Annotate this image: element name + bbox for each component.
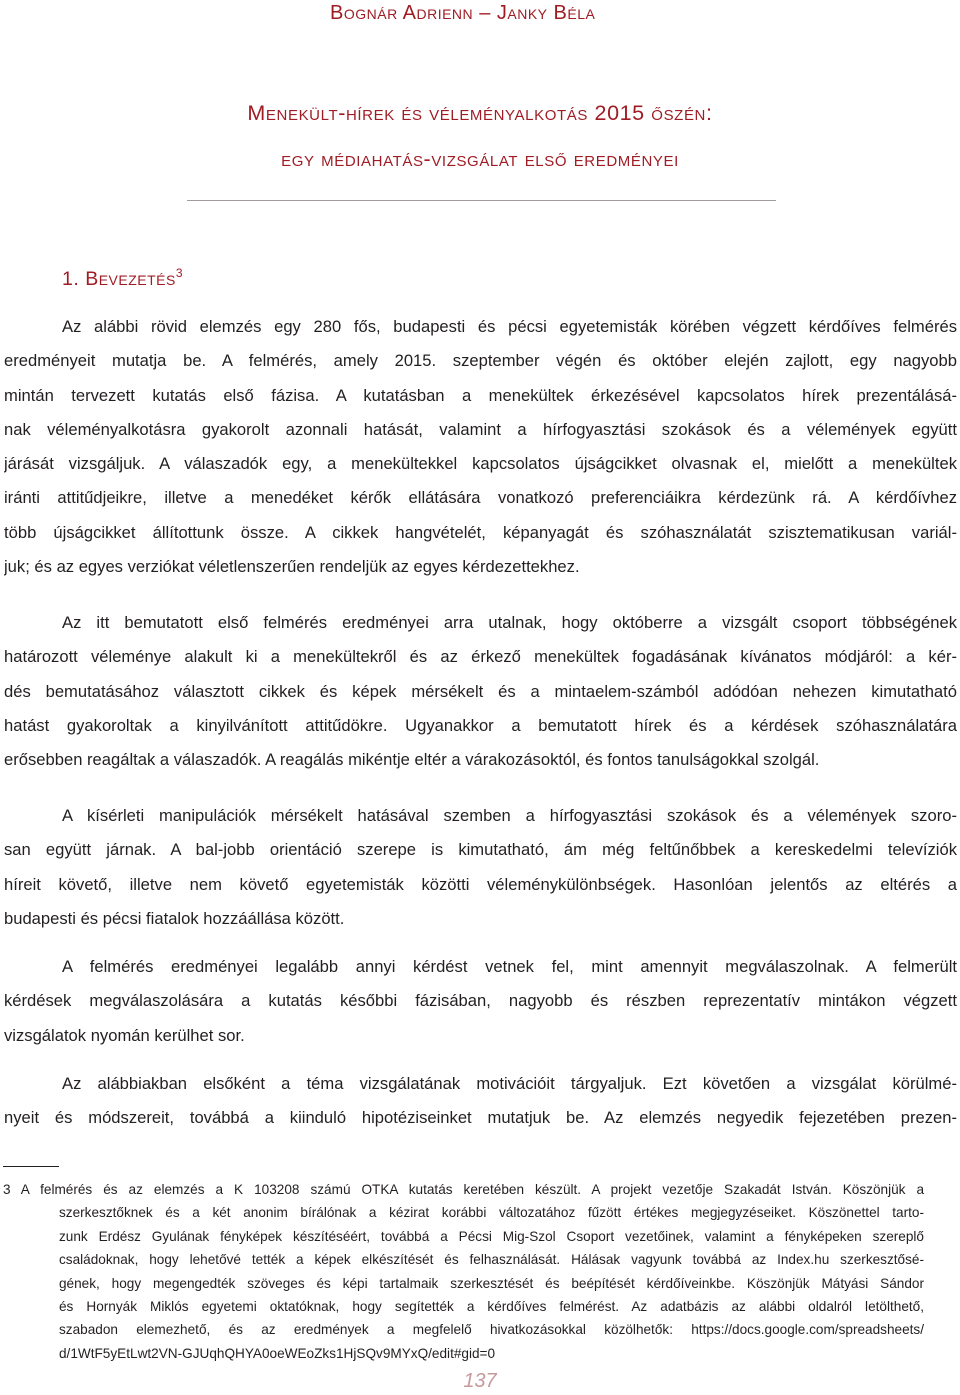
article-title-line-2: egy médiahatás-vizsgálat első eredményei xyxy=(281,147,679,171)
footnote-line: családoknak, hogy lehetővé tették a képek elkészítését és felhasználását. Hálásak vagyunk továbbá az Index.hu szerkesztősé- xyxy=(59,1252,924,1268)
text-line: több újságcikket állítottunk össze. A cikkek hangvételét, képanyagát és szóhasználatát szisztematikusan variál- xyxy=(4,522,957,542)
title-divider xyxy=(187,200,776,201)
paragraph-2 xyxy=(4,606,957,777)
text-line: dés bemutatásához választott cikkek és képek mérsékelt és a mintaelem-számból adódóan nehezen kimutatható xyxy=(4,681,957,701)
text-line: budapesti és pécsi fiatalok hozzáállása között. xyxy=(4,908,345,928)
article-title-line-1: Menekült-hírek és véleményalkotás 2015 őszén: xyxy=(247,101,713,125)
footnote-line: 3 A felmérés és az elemzés a K 103208 számú OTKA kutatás keretében készült. A projekt vezetője Szakadát István. Köszönjük a xyxy=(3,1182,924,1197)
footnote-reference: 3 xyxy=(175,266,184,280)
page-number: 137 xyxy=(463,1370,497,1392)
text-line: mintán tervezett kutatás első fázisa. A kutatásban a menekültek érkezésével kapcsolatos hírek prezentálásá- xyxy=(4,385,957,405)
text-line: határozott véleménye alakult ki a menekültekről és az érkező menekültek fogadásának kívánatos módjáról: a kér- xyxy=(4,647,957,667)
text-line: juk; és az egyes verziókat véletlenszerűen rendeljük az egyes kérdezettekhez. xyxy=(4,557,580,577)
footnote-separator xyxy=(3,1166,59,1167)
section-title: Bevezetés xyxy=(85,268,176,290)
paragraph-3 xyxy=(4,799,957,936)
paragraph-1 xyxy=(4,310,957,584)
text-line: erősebben reagáltak a válaszadók. A reagálás mikéntje eltér a várakozásoktól, és fontos tanulságokkal szolgál. xyxy=(4,750,820,770)
footnote-line: és Hornyák Miklós egyetemi oktatóknak, hogy segítették a kérdőíves felmérést. Az adatbázis az alábbi oldalról letölthető, xyxy=(59,1298,924,1314)
paragraph-5 xyxy=(4,1067,957,1136)
footnote-line: szabadon elemezhető, és az eredmények a megfelelő hivatkozásokkal közölhetők: https://docs.google.com/spreadsheets/ xyxy=(59,1322,924,1338)
section-number: 1. xyxy=(62,268,80,290)
footnote-line: gének, hogy megengedték szöveges és képi tartalmaik szerkesztését és beépítését kérdőíveinkbe. Köszönjük Mátyási Sándor xyxy=(59,1275,924,1291)
text-line: híreit követő, illetve nem követő egyetemisták közötti véleménykülönbségek. Hasonlóan jelentős az eltérés a xyxy=(4,874,957,894)
paragraph-4 xyxy=(4,950,957,1053)
footnote-3 xyxy=(0,1178,960,1365)
text-line: iránti attitűdjeikre, illetve a menedéket kérők ellátására vonatkozó preferenciáikra kérdezünk rá. A kérdőívhez xyxy=(4,488,957,508)
text-line: Az alábbi rövid elemzés egy 280 fős, budapesti és pécsi egyetemisták körében végzett kérdőíves felmérés xyxy=(62,317,957,336)
text-line: nyeit és módszereit, továbbá a kiinduló hipotéziseinket mutatjuk be. Az elemzés negyedik fejezetében prezen- xyxy=(4,1108,957,1128)
footnote-line: zunk Erdész Gyulának fényképek készítéséért, továbbá a Pécsi Mig-Szol Csoport vezetőinek, valamint a fényképeken szereplő xyxy=(59,1228,924,1244)
text-line: A felmérés eredményei legalább annyi kérdést vetnek fel, mint amennyit megválaszolnak. A felmerült xyxy=(62,957,957,976)
text-line: vizsgálatok nyomán kerülhet sor. xyxy=(4,1025,245,1045)
section-heading xyxy=(62,266,183,291)
text-line: Az itt bemutatott első felmérés eredményei arra utalnak, hogy októberre a vizsgált csoport többségének xyxy=(62,613,957,632)
running-header-authors: Bognár Adrienn – Janky Béla xyxy=(330,2,596,24)
footnote-link-line[interactable]: d/1WtF5yEtLwt2VN-GJUqhQHYA0oeWEoZks1HjSQv9MYxQ/edit#gid=0 xyxy=(59,1345,496,1361)
footnote-line: szerkesztőknek és a két anonim bírálónak a kézirat korábbi változatához fűzött értékes megjegyzéseiket. Köszönettel tarto- xyxy=(59,1205,924,1221)
text-line: hatást gyakoroltak a kinyilvánított attitűdökre. Ugyanakkor a bemutatott hírek és a kérdések szóhasználatára xyxy=(4,715,957,735)
text-line: nak véleményalkotásra gyakorolt azonnali hatását, valamint a hírfogyasztási szokások és a vélemények együtt xyxy=(4,419,957,439)
text-line: A kísérleti manipulációk mérsékelt hatásával szemben a hírfogyasztási szokások és a vélemények szoro- xyxy=(62,806,957,825)
text-line: san együtt járnak. A bal-jobb orientáció szerepe is kimutatható, ám még feltűnőbbek a kereskedelmi televíziók xyxy=(4,840,957,860)
text-line: Az alábbiakban elsőként a téma vizsgálatának motivációit tárgyaljuk. Ezt követően a vizsgálat körülmé- xyxy=(62,1074,957,1093)
text-line: kérdések megválaszolására a kutatás későbbi fázisában, nagyobb és részben reprezentatív mintákon végzett xyxy=(4,991,957,1011)
text-line: eredményeit mutatja be. A felmérés, amely 2015. szeptember végén és október elején zajlott, egy nagyobb xyxy=(4,351,957,371)
text-line: járását vizsgáljuk. A válaszadók egy, a menekültekkel kapcsolatos újságcikket olvasnak el, mielőtt a menekültek xyxy=(4,454,957,474)
